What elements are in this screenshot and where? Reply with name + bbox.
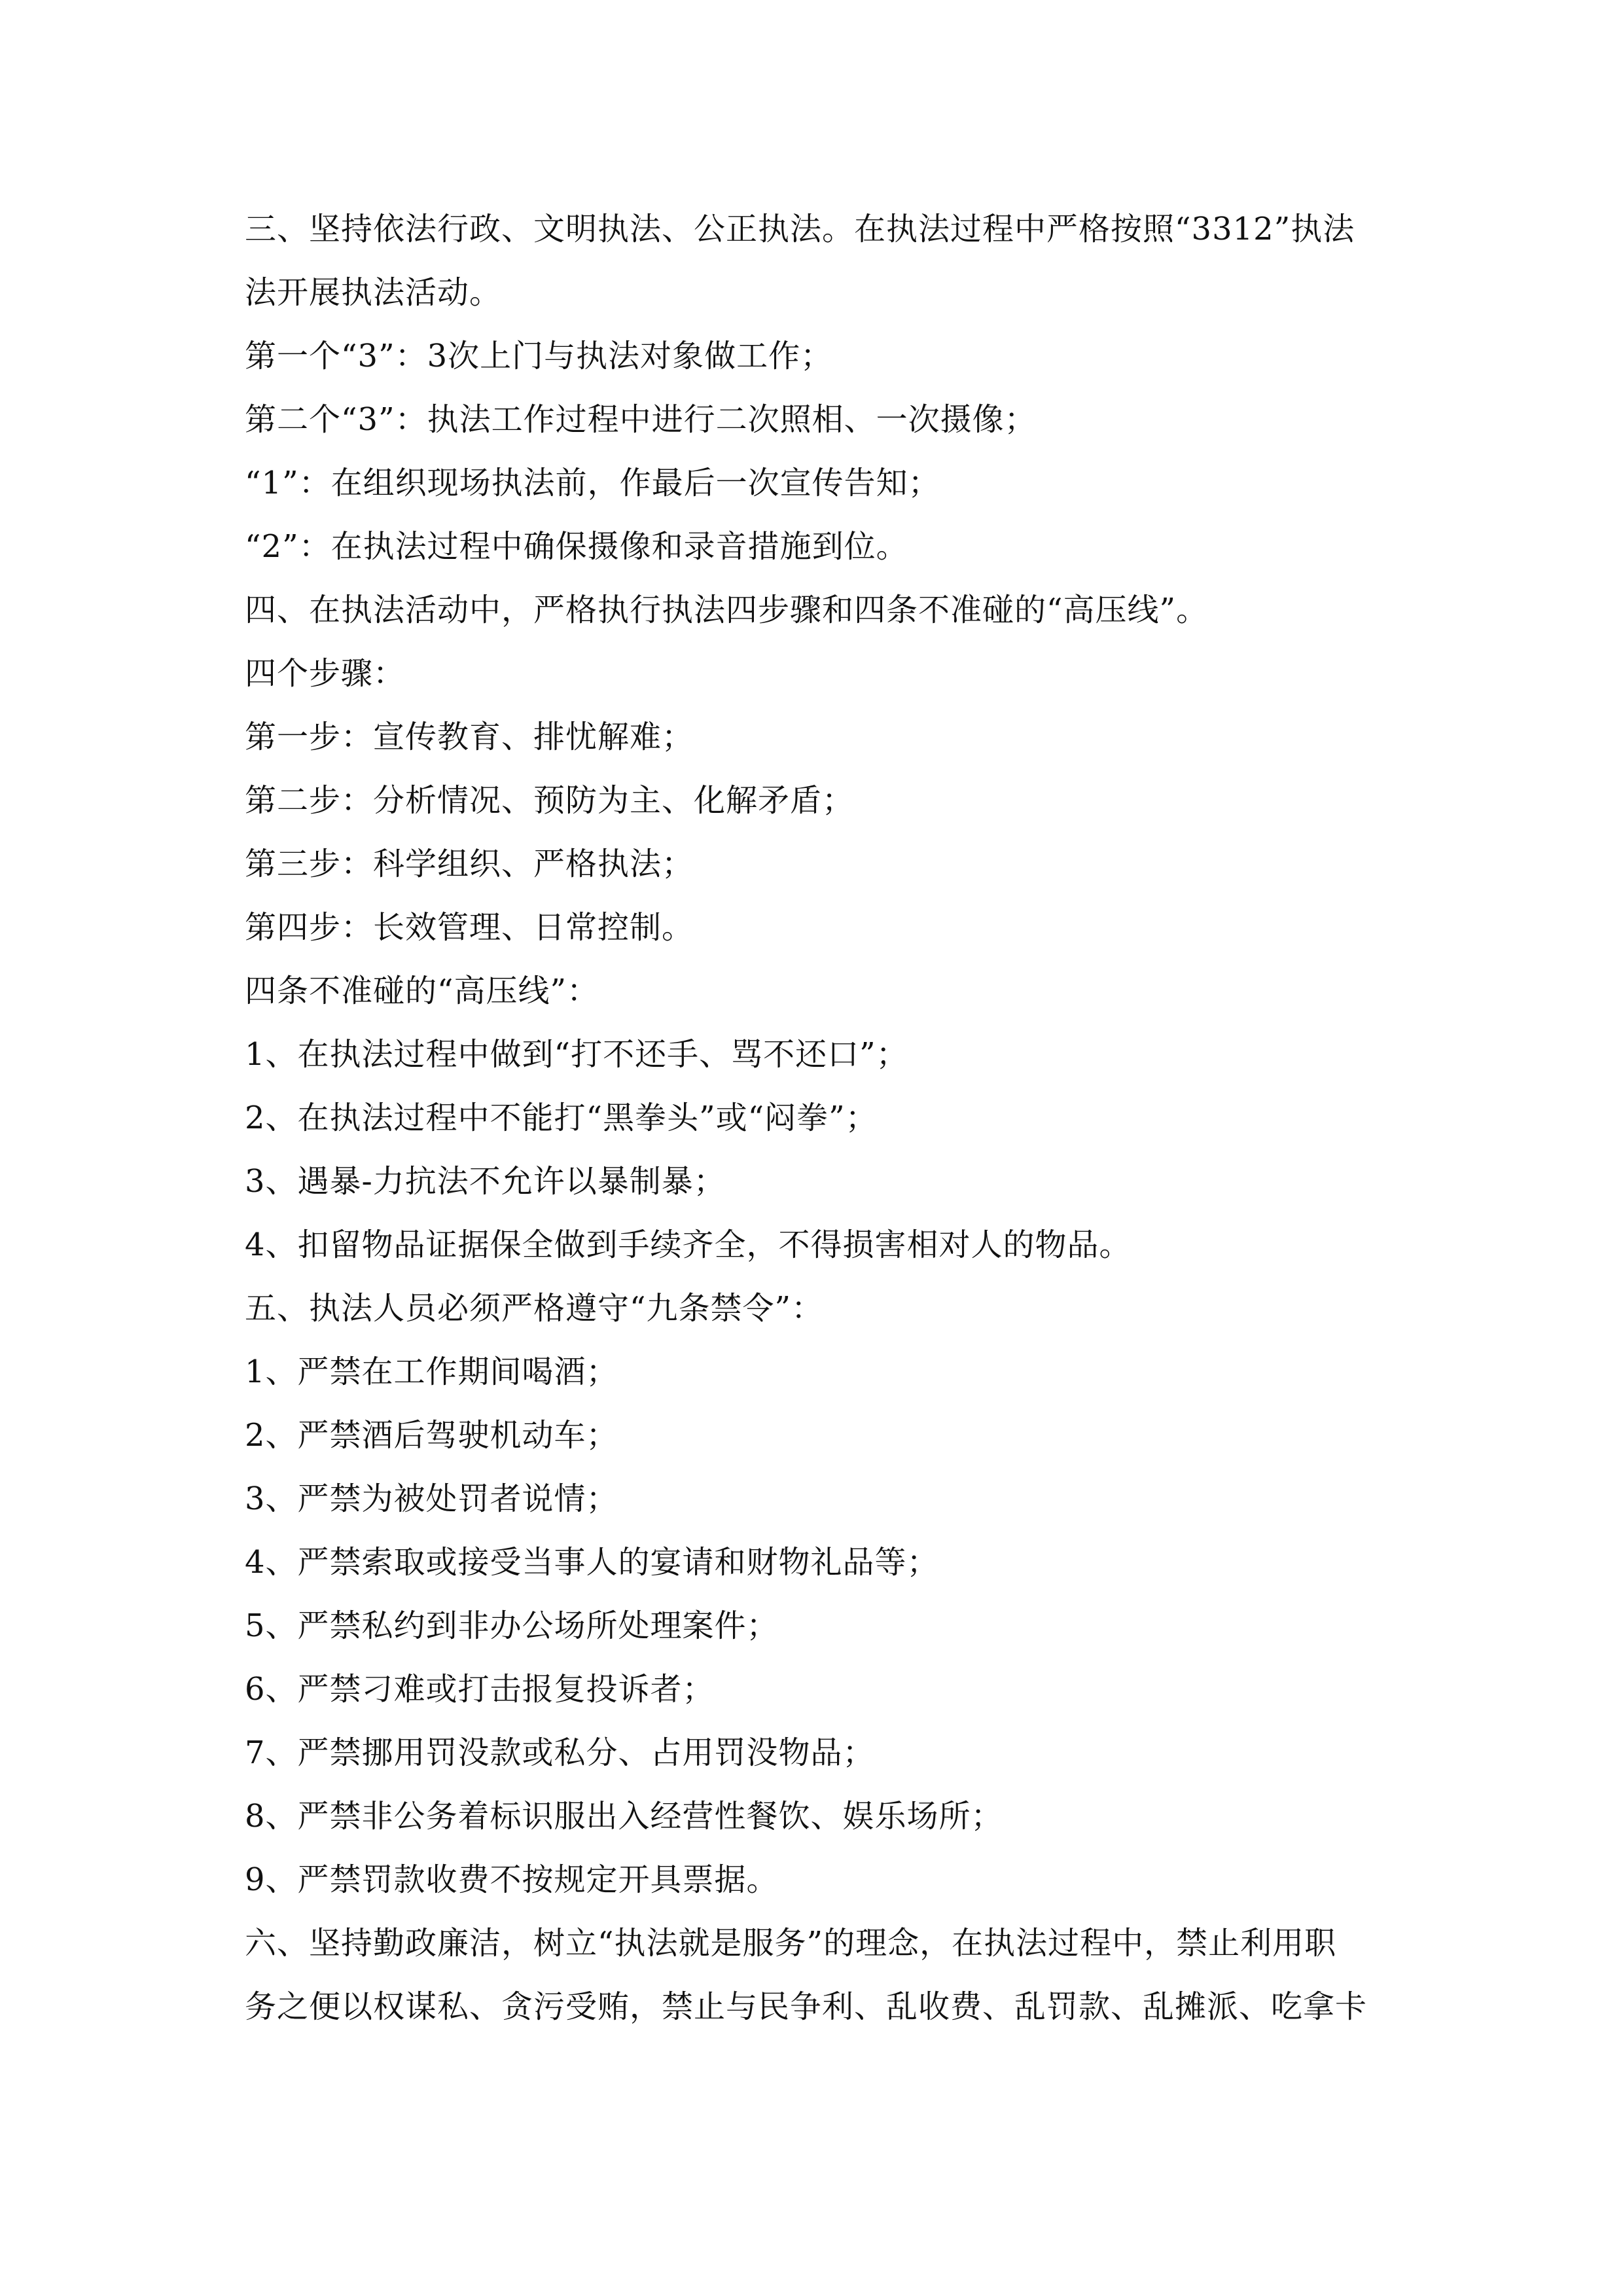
paragraph-line: 第一个“3”：3次上门与执法对象做工作； <box>245 338 833 374</box>
paragraph-line: 第四步：长效管理、日常控制。 <box>245 909 694 946</box>
paragraph-line: 4、严禁索取或接受当事人的宴请和财物礼品等； <box>245 1544 939 1581</box>
paragraph-line: 1、严禁在工作期间喝酒； <box>245 1354 618 1390</box>
paragraph-line: 务之便以权谋私、贪污受贿，禁止与民争利、乱收费、乱罚款、乱摊派、吃拿卡 <box>245 1988 1368 2025</box>
paragraph-line: 7、严禁挪用罚没款或私分、占用罚没物品； <box>245 1734 875 1771</box>
paragraph-line: 六、坚持勤政廉洁，树立“执法就是服务”的理念，在执法过程中，禁止利用职 <box>245 1925 1337 1962</box>
paragraph-line: “2”：在执法过程中确保摄像和录音措施到位。 <box>245 528 908 565</box>
paragraph-line: 法开展执法活动。 <box>245 274 502 311</box>
paragraph-line: 4、扣留物品证据保全做到手续齐全，不得损害相对人的物品。 <box>245 1227 1132 1263</box>
paragraph-line: 第二步：分析情况、预防为主、化解矛盾； <box>245 782 855 819</box>
paragraph-line: 3、严禁为被处罚者说情； <box>245 1480 618 1517</box>
paragraph-line: 8、严禁非公务着标识服出入经营性餐饮、娱乐场所； <box>245 1798 1003 1835</box>
paragraph-line: 第二个“3”：执法工作过程中进行二次照相、一次摄像； <box>245 401 1037 438</box>
paragraph-line: 3、遇暴-力抗法不允许以暴制暴； <box>245 1163 726 1200</box>
paragraph-line: 6、严禁刁难或打击报复投诉者； <box>245 1671 715 1708</box>
paragraph-line: 第一步：宣传教育、排忧解难； <box>245 719 694 755</box>
paragraph-line: 四条不准碰的“高压线”： <box>245 973 599 1009</box>
paragraph-line: 2、在执法过程中不能打“黑拳头”或“闷拳”； <box>245 1100 878 1136</box>
paragraph-line: 2、严禁酒后驾驶机动车； <box>245 1417 618 1454</box>
paragraph-line: 第三步：科学组织、严格执法； <box>245 846 694 882</box>
paragraph-line: 四、在执法活动中，严格执行执法四步骤和四条不准碰的“高压线”。 <box>245 592 1209 628</box>
paragraph-line: 9、严禁罚款收费不按规定开具票据。 <box>245 1861 779 1898</box>
paragraph-line: 四个步骤： <box>245 655 406 692</box>
document-body <box>245 198 1383 2039</box>
paragraph-line: 5、严禁私约到非办公场所处理案件； <box>245 1607 779 1644</box>
paragraph-line: “1”：在组织现场执法前，作最后一次宣传告知； <box>245 465 940 501</box>
paragraph-line: 1、在执法过程中做到“打不还手、骂不还口”； <box>245 1036 908 1073</box>
paragraph-line: 五、执法人员必须严格遵守“九条禁令”： <box>245 1290 824 1327</box>
paragraph-line: 三、坚持依法行政、文明执法、公正执法。在执法过程中严格按照“3312”执法 <box>245 211 1355 247</box>
